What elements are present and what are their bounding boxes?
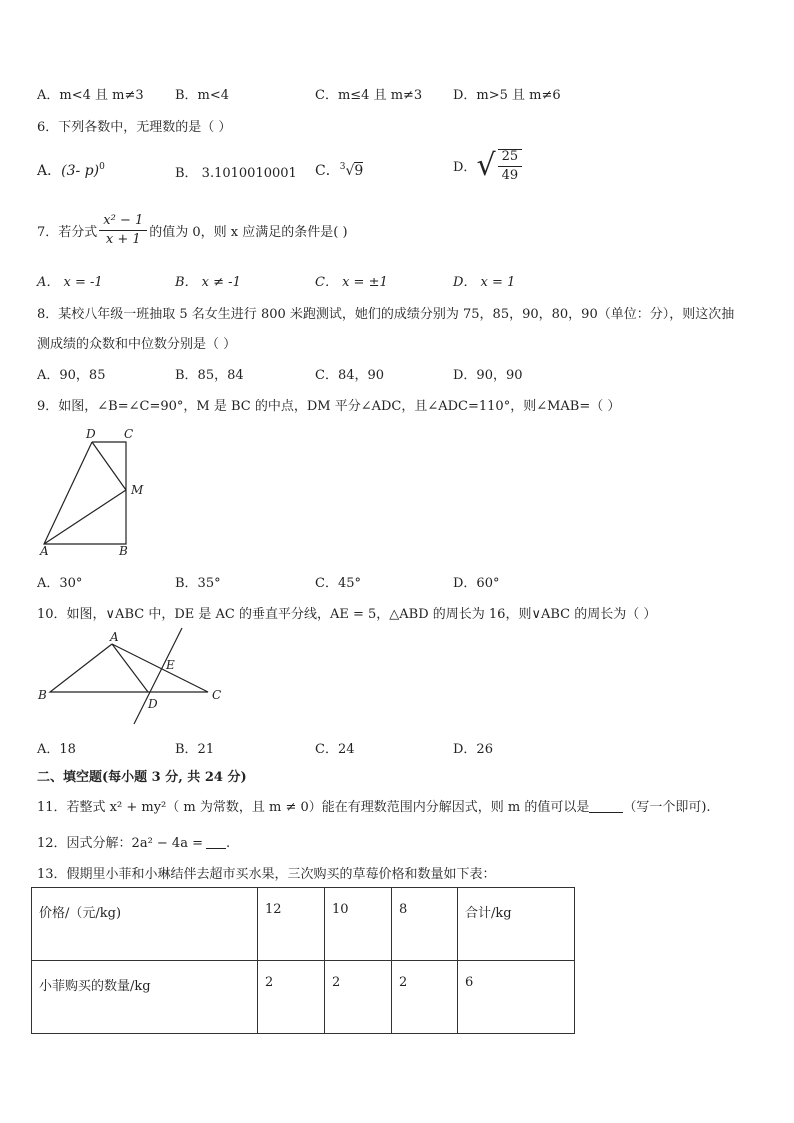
q10-option-a: A．18 — [37, 742, 76, 757]
q10-label-b: B — [38, 688, 47, 702]
q12-stem: 12．因式分解：2a² − 4a = . — [37, 836, 231, 851]
q5-option-c: C．m≤4 且 m≠3 — [315, 88, 423, 103]
q5-option-d: D．m>5 且 m≠6 — [453, 88, 561, 103]
table-cell: 10 — [325, 888, 392, 961]
q9-figure — [30, 422, 160, 562]
radical-sign-icon: √ — [476, 148, 496, 183]
q11-answer-blank[interactable] — [589, 812, 623, 813]
q10-option-d: D．26 — [453, 742, 493, 757]
q9-segment-dm — [92, 442, 126, 490]
q8-option-b: B．85，84 — [175, 368, 244, 383]
table-row — [32, 888, 575, 961]
q9-label-c: C — [124, 427, 134, 441]
q12-answer-blank[interactable] — [206, 848, 226, 849]
q8-option-d: D．90，90 — [453, 368, 523, 383]
table-row — [32, 961, 575, 1034]
q9-option-d: D．60° — [453, 576, 500, 591]
q10-triangle-abc — [50, 644, 208, 692]
table-cell: 12 — [258, 888, 325, 961]
section-2-heading: 二、填空题(每小题 3 分, 共 24 分) — [37, 770, 247, 785]
q6-stem: 6．下列各数中，无理数的是（ ） — [37, 120, 232, 135]
table-cell: 价格/（元/kg) — [32, 888, 258, 961]
table-cell: 小菲购买的数量/kg — [32, 961, 258, 1034]
q10-option-c: C．24 — [315, 742, 355, 757]
q9-option-b: B．35° — [175, 576, 221, 591]
q9-label-a: A — [40, 544, 49, 558]
radical-sign-icon: √ — [345, 163, 355, 179]
q8-option-c: C．84，90 — [315, 368, 385, 383]
q9-label-b: B — [119, 544, 128, 558]
q10-label-c: C — [212, 688, 222, 702]
q10-label-d: D — [148, 697, 158, 711]
q7-option-b: B． x ≠ -1 — [175, 275, 241, 290]
q10-label-a: A — [110, 630, 119, 644]
table-cell: 6 — [458, 961, 575, 1034]
q5-option-b: B．m<4 — [175, 88, 230, 103]
table-cell: 2 — [325, 961, 392, 1034]
q8-stem-line2: 测成绩的众数和中位数分别是（ ） — [37, 337, 237, 352]
q7-stem: 7．若分式 $\frac{\text{x² − 1}}{x + 1}$ 的值为 0，则 x 应满足的条件是( ) — [37, 213, 348, 247]
table-cell: 2 — [258, 961, 325, 1034]
q6-option-c: C．$^3$√9 — [315, 162, 364, 179]
q13-price-table — [31, 887, 575, 1034]
q9-option-a: A．30° — [37, 576, 83, 591]
q8-stem-line1: 8．某校八年级一班抽取 5 名女生进行 800 米跑测试，她们的成绩分别为 75，85，90，80，90（单位：分），则这次抽 — [37, 307, 735, 322]
q10-stem: 10．如图，∨ABC 中，DE 是 AC 的垂直平分线，AE = 5，△ABD 的周长为 16，则∨ABC 的周长为（ ） — [37, 607, 657, 622]
q5-option-a: A．m<4 且 m≠3 — [37, 88, 144, 103]
q6-option-a: A．(3- p)$^0$ — [37, 162, 105, 179]
table-cell: 合计/kg — [458, 888, 575, 961]
q9-option-c: C．45° — [315, 576, 361, 591]
q9-stem: 9．如图，∠B=∠C=90°，M 是 BC 的中点，DM 平分∠ADC，且∠ADC=110°，则∠MAB=（ ） — [37, 399, 621, 414]
q7-option-d: D． x = 1 — [453, 275, 516, 290]
q6-option-d: D．√ $\frac{25}{49}$ — [453, 148, 524, 183]
q10-figure — [30, 624, 230, 734]
q6-option-b: B． 3.1010010001 — [175, 166, 297, 181]
q13-stem: 13．假期里小菲和小琳结伴去超市买水果，三次购买的草莓价格和数量如下表： — [37, 867, 496, 882]
q9-label-d: D — [86, 427, 96, 441]
q10-segment-ad — [112, 644, 148, 692]
table-cell: 2 — [392, 961, 458, 1034]
q9-quadrilateral — [44, 442, 126, 544]
q11-stem: 11．若整式 x² + my²（ m 为常数，且 m ≠ 0）能在有理数范围内分解因式，则 m 的值可以是 （写一个即可). — [37, 800, 711, 815]
q9-label-m: M — [131, 483, 144, 497]
q7-option-c: C． x = ±1 — [315, 275, 388, 290]
table-cell: 8 — [392, 888, 458, 961]
q7-option-a: A． x = -1 — [37, 275, 103, 290]
q10-label-e: E — [166, 658, 175, 672]
q8-option-a: A．90，85 — [37, 368, 106, 383]
q10-option-b: B．21 — [175, 742, 215, 757]
